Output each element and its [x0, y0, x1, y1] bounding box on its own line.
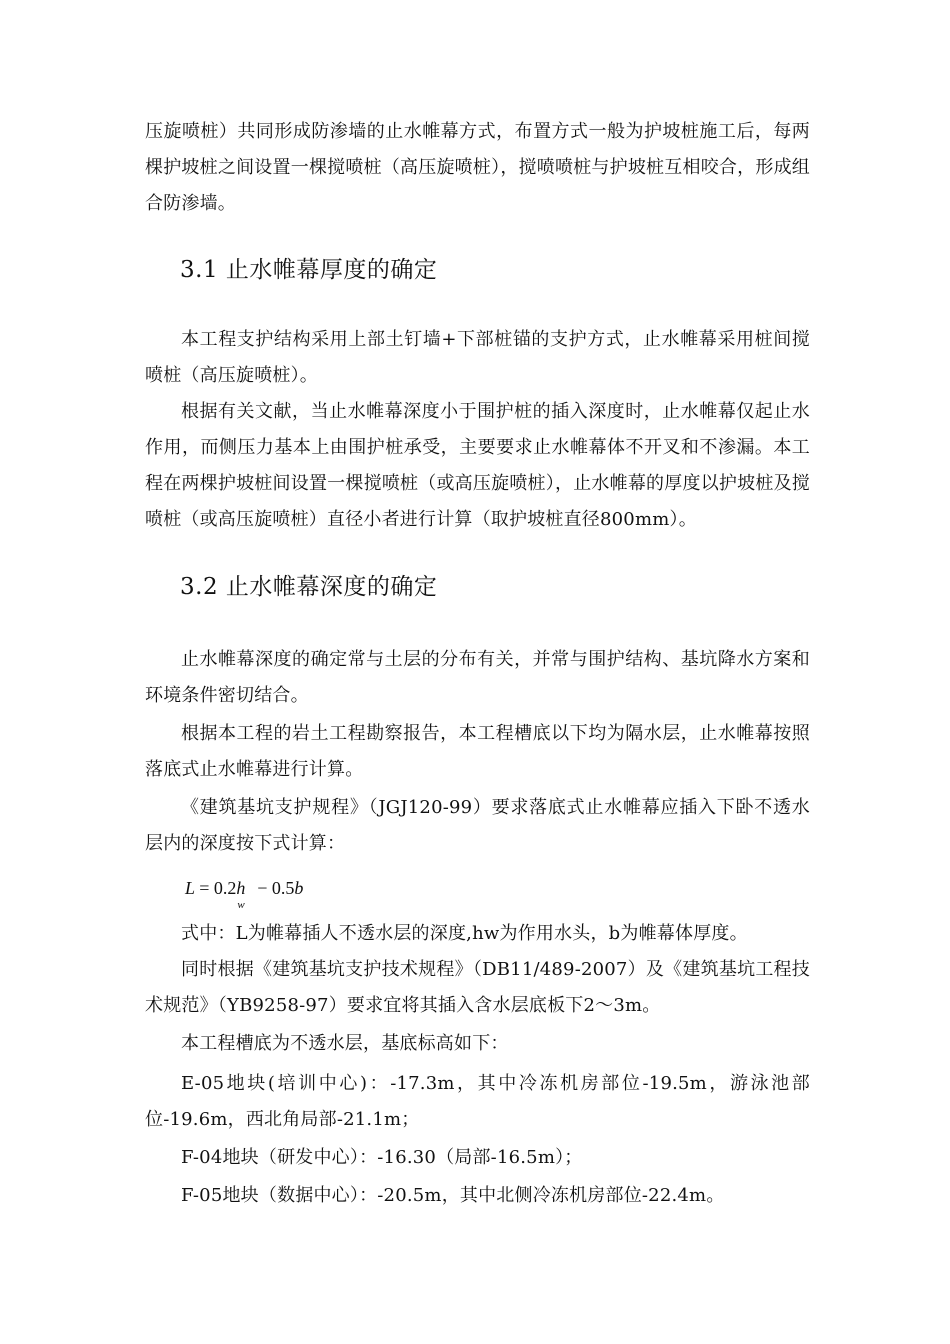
paragraph-insertion-depth: 同时根据《建筑基坑支护技术规程》（DB11/489-2007）及《建筑基坑工程技术规范》（YB9258-97）要求宜将其插入含水层底板下2～3m。 — [145, 959, 810, 1016]
formula-lhs: L — [185, 878, 195, 898]
formula-h: h — [236, 878, 246, 898]
paragraph-plot-e05: E-05地块(培训中心)：-17.3m，其中冷冻机房部位-19.5m，游泳池部位-19.6m，西北角局部-21.1m； — [145, 1073, 810, 1130]
paragraph-thickness-basis: 根据有关文献，当止水帷幕深度小于围护桩的插入深度时，止水帷幕仅起止水作用，而侧压力基本上由围护桩承受，主要要求止水帷幕体不开叉和不渗漏。本工程在两棵护坡桩间设置一棵搅喷桩（或高压旋喷桩），止水帷幕的厚度以护坡桩及搅喷桩（或高压旋喷桩）直径小者进行计算（取护坡桩直径800mm）。 — [145, 401, 810, 530]
formula-b: b — [294, 878, 304, 898]
formula-coefficient: = 0.2 — [199, 878, 237, 898]
formula-subscript: w — [237, 899, 245, 911]
section-heading-3-1: 3.1 止水帷幕厚度的确定 — [180, 257, 438, 283]
depth-formula — [185, 874, 304, 911]
paragraph-plot-f04: F-04地块（研发中心）：-16.30（局部-16.5m）； — [181, 1147, 583, 1168]
paragraph-base-elevation-intro: 本工程槽底为不透水层，基底标高如下： — [181, 1033, 509, 1054]
paragraph-depth-factors: 止水帷幕深度的确定常与土层的分布有关，并常与围护结构、基坑降水方案和环境条件密切结合。 — [145, 649, 810, 706]
paragraph-intro: 压旋喷桩）共同形成防渗墙的止水帷幕方式，布置方式一般为护坡桩施工后，每两棵护坡桩之间设置一棵搅喷桩（高压旋喷桩），搅喷喷桩与护坡桩互相咬合，形成组合防渗墙。 — [145, 121, 810, 214]
section-heading-3-2: 3.2 止水帷幕深度的确定 — [180, 574, 438, 600]
paragraph-code-requirement: 《建筑基坑支护规程》（JGJ120-99）要求落底式止水帷幕应插入下卧不透水层内的深度按下式计算： — [145, 797, 810, 854]
paragraph-formula-legend: 式中：L为帷幕插人不透水层的深度,hw为作用水头，b为帷幕体厚度。 — [181, 923, 748, 944]
paragraph-survey-report: 根据本工程的岩土工程勘察报告，本工程槽底以下均为隔水层，止水帷幕按照落底式止水帷幕进行计算。 — [145, 723, 810, 780]
formula-rest: − 0.5 — [257, 878, 295, 898]
paragraph-support-structure: 本工程支护结构采用上部土钉墙+下部桩锚的支护方式，止水帷幕采用桩间搅喷桩（高压旋喷桩）。 — [145, 329, 810, 386]
paragraph-plot-f05: F-05地块（数据中心）：-20.5m，其中北侧冷冻机房部位-22.4m。 — [181, 1185, 725, 1206]
